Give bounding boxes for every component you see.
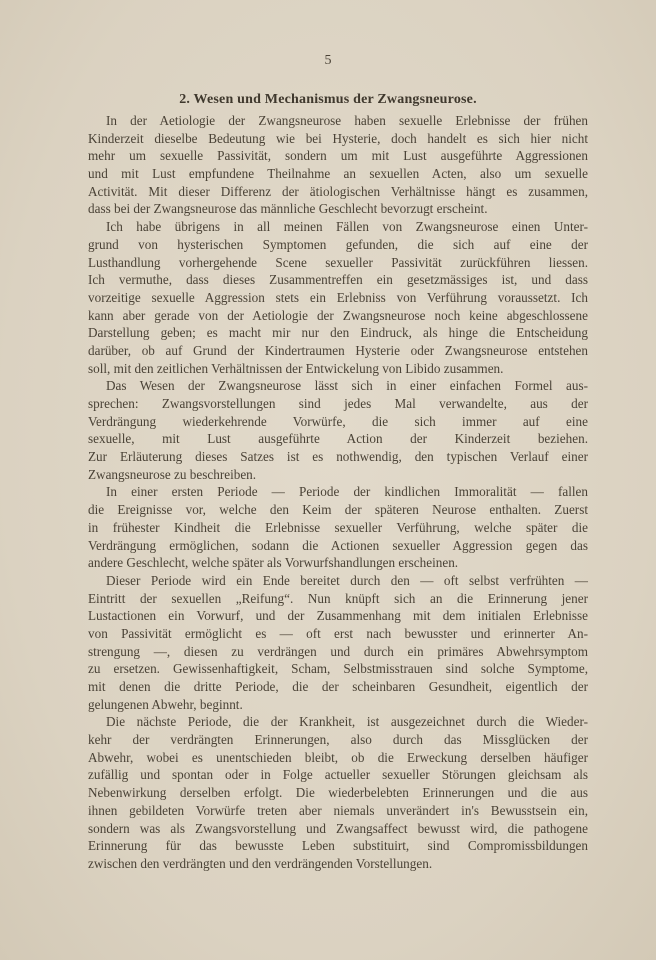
text-line: Die nächste Periode, die der Krankheit, ist ausgezeichnet durch die Wieder- (106, 714, 588, 730)
page-number: 5 (324, 53, 332, 68)
text-line: strengung —, diesen zu verdrängen und durch ein primäres Abwehrsymptom (88, 643, 588, 659)
text-line: mit denen die dritte Periode, die der scheinbaren Gesundheit, eigentlich der (88, 679, 588, 694)
text-line: sondern was als Zwangsvorstellung und Zwangsaffect bewusst wird, die pathogene (88, 820, 588, 836)
text-line: Darstellung geben; es macht mir nur den Eindruck, als hinge die Entscheidung (88, 325, 588, 341)
text-line: zu ersetzen. Gewissenhaftigkeit, Scham, Selbstmisstrauen sind solche Symptome, (88, 661, 588, 677)
paragraph (88, 572, 588, 714)
paragraph (88, 483, 588, 571)
text-line: Ich habe übrigens in all meinen Fällen von Zwangsneurose einen Unter- (106, 219, 588, 235)
text-line: soll, mit den zeitlichen Verhältnissen der Entwickelung von Libido zusammen. (88, 360, 504, 376)
text-line: sexuelle, mit Lust ausgeführte Action der Kinderzeit beziehen. (88, 431, 588, 447)
text-line: Dieser Periode wird ein Ende bereitet durch den — oft selbst verfrühten — (106, 572, 588, 588)
text-line: darüber, ob auf Grund der Kindertraumen Hysterie oder Zwangsneurose entstehen (88, 342, 588, 358)
text-line: mehr um sexuelle Passivität, sondern um mit Lust ausgeführte Aggressionen (88, 148, 588, 164)
text-line: ihnen gebildeten Vorwürfe treten aber niemals unverändert in's Bewusstsein ein, (88, 802, 588, 818)
paragraph (88, 713, 588, 872)
text-line: Zur Erläuterung dieses Satzes ist es nothwendig, den typischen Verlauf einer (88, 449, 588, 465)
text-line: vorzeitige sexuelle Aggression stets ein Erlebniss von Verführung voraussetzt. Ich (88, 289, 588, 305)
text-line: Zwangsneurose zu beschreiben. (88, 466, 257, 482)
text-line: Ich vermuthe, dass dieses Zusammentreffen ein gesetzmässiges ist, und dass (88, 272, 588, 288)
text-line: grund von hysterischen Symptomen gefunden, die sich auf eine der (88, 236, 588, 252)
text-line: Kinderzeit dieselbe Bedeutung wie bei Hysterie, doch handelt es sich hier nicht (88, 130, 588, 146)
text-line: und mit Lust empfundene Theilnahme an sexuellen Acten, also um sexuelle (88, 166, 588, 182)
text-line: in frühester Kindheit die Erlebnisse sexueller Verführung, welche später die (88, 519, 588, 535)
text-line: Verdrängung ermöglichen, sodann die Actionen sexueller Aggression gegen das (88, 537, 588, 553)
paragraph (88, 218, 588, 377)
text-line: Erinnerung für das bewusste Leben substituirt, sind Compromissbildungen (88, 838, 588, 854)
text-line: kann aber gerade von der Aetiologie der Zwangsneurose noch keine abgeschlossene (88, 307, 588, 323)
text-line: zufällig und spontan oder in Folge actueller sexueller Störungen gleichsam als (88, 767, 588, 783)
paragraph (88, 377, 588, 483)
text-line: gelungenen Abwehr, beginnt. (88, 696, 243, 712)
section-title: 2. Wesen und Mechanismus der Zwangsneurose. (179, 92, 477, 107)
text-line: Lustactionen ein Vorwurf, und der Zusammenhang mit dem initialen Erlebnisse (88, 608, 588, 624)
body-text (88, 112, 588, 873)
text-line: andere Geschlecht, welche später als Vorwurfshandlungen erscheinen. (88, 555, 459, 571)
text-line: In einer ersten Periode — Periode der kindlichen Immoralität — fallen (106, 484, 588, 500)
text-line: zwischen den verdrängten und den verdrängenden Vorstellungen. (88, 855, 433, 871)
text-line: Nebenwirkung derselben erfolgt. Die wiederbelebten Erinnerungen und die aus (88, 785, 588, 801)
text-line: Activität. Mit dieser Differenz der ätiologischen Verhältnisse hängt es zusammen, (88, 183, 588, 199)
text-line: Das Wesen der Zwangsneurose lässt sich in einer einfachen Formel aus- (106, 378, 588, 394)
paragraph (88, 112, 588, 218)
text-line: kehr der verdrängten Erinnerungen, also durch das Missglücken der (88, 732, 588, 748)
text-line: von Passivität ermöglicht es — oft erst nach bewusster und erinnerter An- (88, 625, 588, 641)
text-line: Lusthandlung vorhergehende Scene sexueller Passivität zurückführen liessen. (88, 254, 588, 270)
text-line: die Ereignisse vor, welche den Keim der späteren Neurose enthalten. Zuerst (88, 502, 588, 518)
text-line: Abwehr, wobei es unentschieden bleibt, ob die Erweckung derselben häufiger (88, 749, 588, 765)
text-line: sprechen: Zwangsvorstellungen sind jedes Mal verwandelte, aus der (88, 396, 588, 411)
text-line: In der Aetiologie der Zwangsneurose haben sexuelle Erlebnisse der frühen (106, 113, 588, 128)
text-line: Eintritt der sexuellen „Reifung“. Nun knüpft sich an die Erinnerung jener (88, 590, 588, 606)
text-line: Verdrängung wiederkehrende Vorwürfe, die sich immer auf eine (88, 413, 588, 429)
text-line: dass bei der Zwangsneurose das männliche Geschlecht bevorzugt erscheint. (88, 201, 488, 217)
